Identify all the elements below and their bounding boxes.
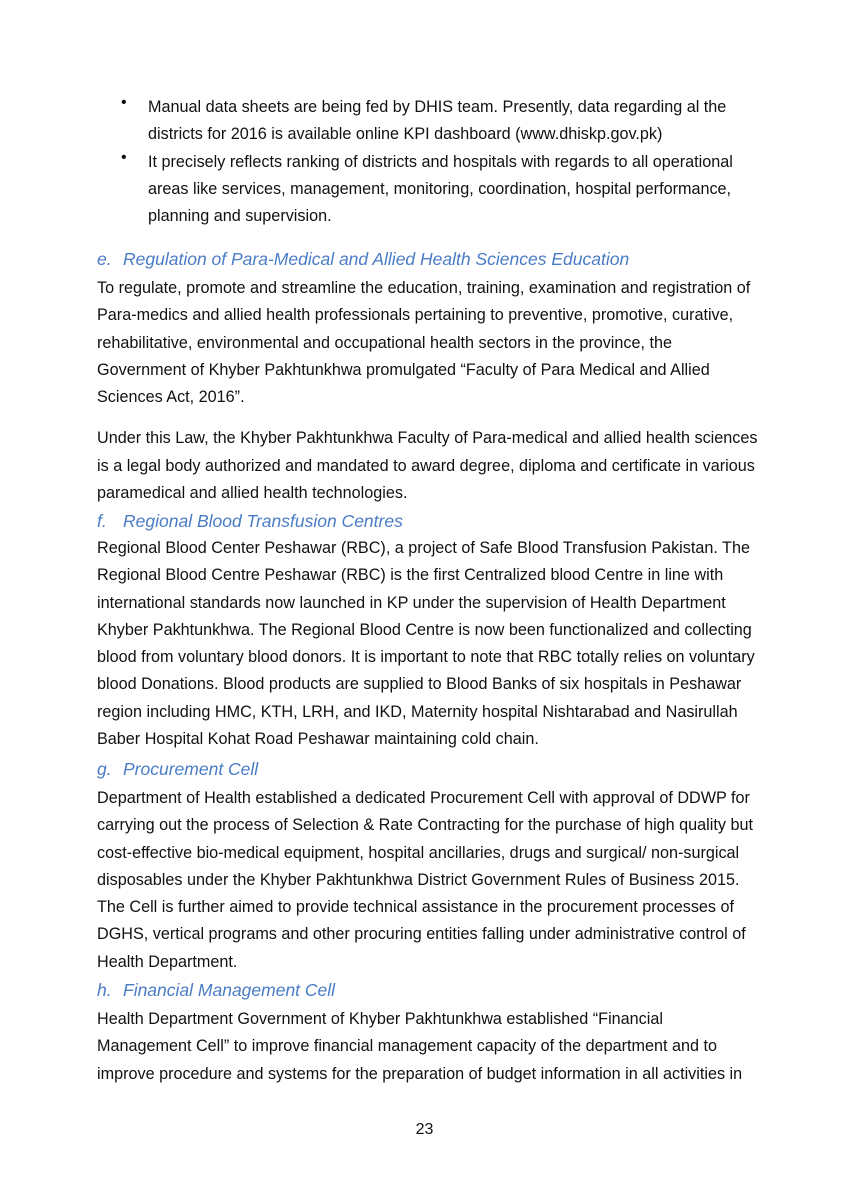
section-letter: e.: [97, 249, 112, 269]
text-line: cost-effective bio-medical equipment, hospital ancillaries, drugs and surgical/ non-surgical: [97, 843, 740, 862]
bullet-icon: •: [121, 148, 127, 166]
text-line: Health Department.: [97, 952, 238, 971]
page-number: 23: [415, 1121, 434, 1138]
bullet-item: [97, 94, 797, 149]
section-heading: [97, 755, 797, 783]
section-heading: [97, 976, 797, 1004]
section-letter: h.: [97, 980, 112, 1000]
section-f: [97, 507, 797, 753]
text-line: improve procedure and systems for the preparation of budget information in all activities in: [97, 1064, 743, 1083]
text-line: areas like services, management, monitoring, coordination, hospital performance,: [148, 179, 732, 198]
text-line: districts for 2016 is available online KPI dashboard (www.dhiskp.gov.pk): [148, 125, 663, 144]
text-line: To regulate, promote and streamline the education, training, examination and registration of: [97, 279, 751, 297]
section-letter: f.: [97, 511, 107, 531]
bullet-icon: •: [121, 94, 127, 111]
text-line: Manual data sheets are being fed by DHIS team. Presently, data regarding al the: [148, 98, 727, 116]
text-line: It precisely reflects ranking of districts and hospitals with regards to all operational: [148, 152, 733, 171]
text-line: is a legal body authorized and mandated to award degree, diploma and certificate in various: [97, 456, 755, 475]
section-e: [97, 245, 797, 507]
section-title: Regulation of Para-Medical and Allied Health Sciences Education: [123, 249, 630, 269]
text-line: DGHS, vertical programs and other procuring entities falling under administrative control of: [97, 925, 746, 944]
text-line: region including HMC, KTH, LRH, and IKD, Maternity hospital Nishtarabad and Nasirullah: [97, 702, 738, 721]
text-line: Health Department Government of Khyber Pakhtunkhwa established “Financial: [97, 1010, 663, 1028]
text-line: Management Cell” to improve financial management capacity of the department and to: [97, 1037, 717, 1056]
text-line: blood Donations. Blood products are supplied to Blood Banks of six hospitals in Peshawar: [97, 675, 742, 694]
section-letter: g.: [97, 759, 112, 779]
text-line: Baber Hospital Kohat Road Peshawar maintaining cold chain.: [97, 730, 539, 749]
section-title: Regional Blood Transfusion Centres: [123, 511, 403, 531]
bullet-item: [97, 149, 797, 231]
text-line: Government of Khyber Pakhtunkhwa promulgated “Faculty of Para Medical and Allied: [97, 360, 710, 379]
section-title: Financial Management Cell: [123, 980, 336, 1000]
text-line: Para-medics and allied health professionals pertaining to preventive, promotive, curative,: [97, 306, 734, 325]
text-line: Under this Law, the Khyber Pakhtunkhwa Faculty of Para-medical and allied health sciences: [97, 429, 758, 448]
text-line: rehabilitative, environmental and occupational health sectors in the province, the: [97, 333, 673, 352]
text-line: paramedical and allied health technologies.: [97, 484, 408, 503]
text-line: Khyber Pakhtunkhwa. The Regional Blood Centre is now been functionalized and collecting: [97, 620, 752, 639]
section-h: [97, 976, 797, 1088]
text-line: blood from voluntary blood donors. It is important to note that RBC totally relies on voluntary: [97, 648, 755, 667]
text-line: Regional Blood Centre Peshawar (RBC) is the first Centralized blood Centre in line with: [97, 566, 724, 585]
text-line: international standards now launched in KP under the supervision of Health Department: [97, 593, 726, 612]
text-line: planning and supervision.: [148, 207, 332, 226]
section-heading: [97, 245, 797, 273]
section-title: Procurement Cell: [123, 759, 259, 779]
text-line: Department of Health established a dedicated Procurement Cell with approval of DDWP for: [97, 789, 750, 807]
section-g: [97, 755, 797, 976]
bullet-list: [97, 94, 797, 230]
section-heading: [97, 507, 797, 535]
text-line: Sciences Act, 2016”.: [97, 388, 245, 407]
text-line: The Cell is further aimed to provide technical assistance in the procurement processes of: [97, 898, 735, 917]
text-line: carrying out the process of Selection & Rate Contracting for the purchase of high quality but: [97, 816, 753, 835]
text-line: Regional Blood Center Peshawar (RBC), a project of Safe Blood Transfusion Pakistan. The: [97, 539, 750, 557]
text-line: disposables under the Khyber Pakhtunkhwa District Government Rules of Business 2015.: [97, 870, 740, 889]
